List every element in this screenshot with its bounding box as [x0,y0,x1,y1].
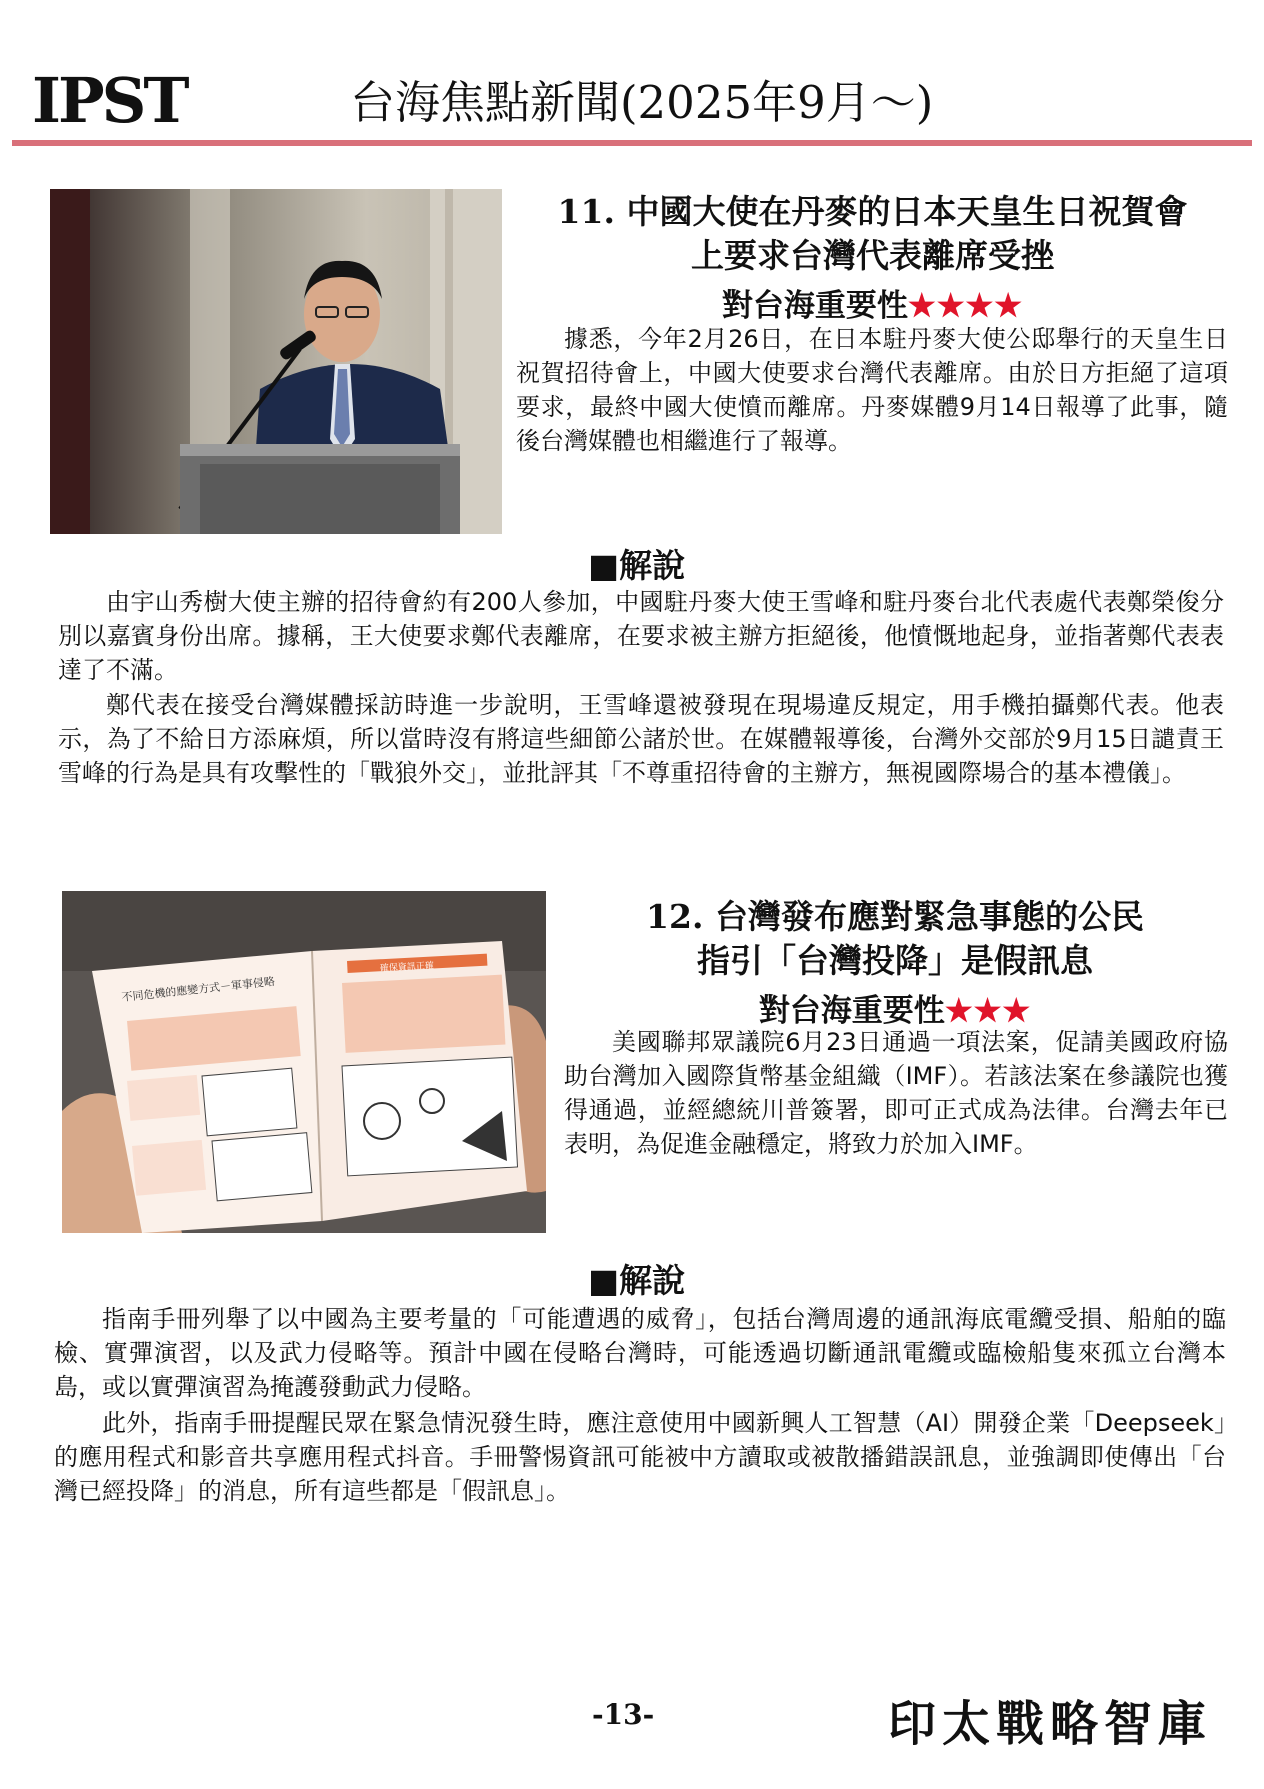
article-12-title-line1: 12. 台灣發布應對緊急事態的公民 [646,897,1144,936]
speaker-at-podium-illustration [50,189,502,534]
importance-stars: ★★★ [944,993,1032,1029]
importance-label: 對台海重要性 [758,993,945,1029]
article-11-commentary-p1: 由宇山秀樹大使主辦的招待會約有200人參加，中國駐丹麥大使王雪峰和駐丹麥台北代表處代表鄭榮俊分別以嘉賓身份出席。據稱，王大使要求鄭代表離席，在要求被主辦方拒絕後，他憤慨地起身，並指著鄭代表表達了不滿。 [58,588,1224,684]
booklet-left-heading: 不同危機的應變方式－軍事侵略 [120,974,276,1004]
importance-label: 對台海重要性 [721,288,908,324]
header-rule [12,140,1252,146]
page-number: -13- [592,1698,655,1731]
article-11-title-line1: 11. 中國大使在丹麥的日本天皇生日祝賀會 [557,192,1188,231]
article-11-importance [510,280,1235,325]
page-title: 台海焦點新聞(2025年9月～) [350,76,934,129]
article-11-commentary-heading: ■解說 [588,546,686,585]
article-11-commentary-p2: 鄭代表在接受台灣媒體採訪時進一步說明，王雪峰還被發現在現場違反規定，用手機拍攝鄭代表。他表示，為了不給日方添麻煩，所以當時沒有將這些細節公諸於世。在媒體報導後，台灣外交部於9月15日譴責王雪峰的行為是具有攻擊性的「戰狼外交」，並批評其「不尊重招待會的主辦方，無視國際場合的基本禮儀」。 [58,691,1224,787]
article-11-photo [50,189,502,534]
article-11-summary: 據悉，今年2月26日，在日本駐丹麥大使公邸舉行的天皇生日祝賀招待會上，中國大使要求台灣代表離席。由於日方拒絕了這項要求，最終中國大使憤而離席。丹麥媒體9月14日報導了此事，隨後台灣媒體也相繼進行了報導。 [516,325,1228,455]
article-12-importance [555,985,1235,1030]
importance-stars: ★★★★ [907,288,1024,324]
article-12-photo [62,891,546,1233]
booklet-illustration [62,891,546,1233]
article-12-summary: 美國聯邦眾議院6月23日通過一項法案，促請美國政府協助台灣加入國際貨幣基金組織（IMF）。若該法案在參議院也獲得通過，並經總統川普簽署，即可正式成為法律。台灣去年已表明，為促進金融穩定，將致力於加入IMF。 [564,1028,1228,1158]
article-11-title-line2: 上要求台灣代表離席受挫 [691,236,1054,275]
article-12-commentary-heading: ■解說 [588,1261,686,1300]
ipst-logo: IPST [32,64,187,137]
article-11-title [510,190,1235,278]
footer-brand: 印太戰略智庫 [888,1696,1213,1752]
article-12-title [555,895,1235,983]
article-12-commentary-p2: 此外，指南手冊提醒民眾在緊急情況發生時，應注意使用中國新興人工智慧（AI）開發企業「Deepseek」的應用程式和影音共享應用程式抖音。手冊警惕資訊可能被中方讀取或被散播錯誤訊息，並強調即使傳出「台灣已經投降」的消息，所有這些都是「假訊息」。 [54,1409,1226,1505]
booklet-right-heading: 確保資訊正確 [379,961,435,974]
article-12-title-line2: 指引「台灣投降」是假訊息 [697,941,1093,980]
article-12-commentary-p1: 指南手冊列舉了以中國為主要考量的「可能遭遇的威脅」，包括台灣周邊的通訊海底電纜受損、船舶的臨檢、實彈演習，以及武力侵略等。預計中國在侵略台灣時，可能透過切斷通訊電纜或臨檢船隻來孤立台灣本島，或以實彈演習為掩護發動武力侵略。 [54,1305,1226,1401]
